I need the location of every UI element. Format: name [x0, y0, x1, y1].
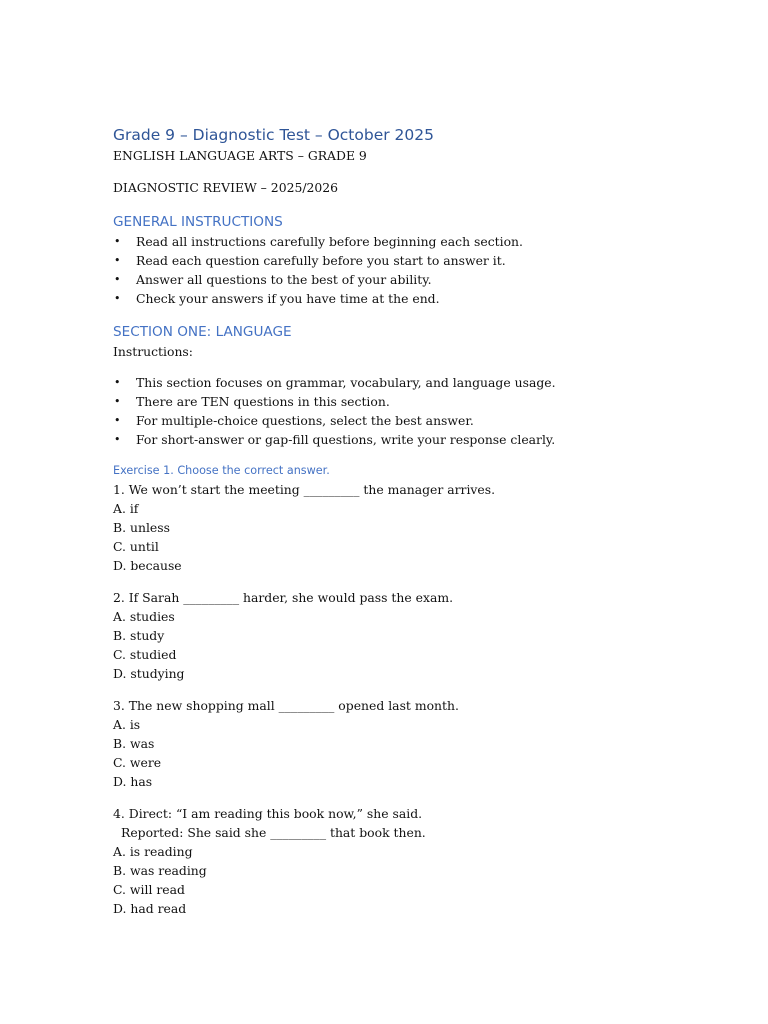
bullet-icon: •: [114, 254, 121, 267]
answer-option: D. because: [113, 558, 182, 573]
answer-option: D. had read: [113, 901, 187, 916]
list-item: • Read each question carefully before you start to answer it.: [114, 253, 506, 268]
answer-option: B. was reading: [113, 863, 207, 878]
document-page: [113, 124, 713, 918]
document-subtitle-review: DIAGNOSTIC REVIEW – 2025/2026: [113, 180, 339, 195]
answer-option: A. is reading: [113, 844, 193, 859]
answer-option: B. study: [113, 628, 165, 643]
list-item: • Check your answers if you have time at the end.: [114, 291, 440, 306]
section-one-instructions-list: [113, 373, 713, 449]
question-stem: 4. Direct: “I am reading this book now,” she said.: [113, 806, 423, 821]
question-stem: 1. We won’t start the meeting _________ the manager arrives.: [113, 482, 496, 497]
section-one-heading: SECTION ONE: LANGUAGE: [113, 324, 292, 340]
list-item: • For short-answer or gap-fill questions, write your response clearly.: [114, 432, 556, 447]
bullet-icon: •: [114, 292, 121, 305]
answer-option: A. if: [113, 501, 139, 516]
list-item: • Answer all questions to the best of your ability.: [114, 272, 432, 287]
document-title: Grade 9 – Diagnostic Test – October 2025: [113, 126, 434, 144]
question-stem-reported: Reported: She said she _________ that book then.: [121, 825, 426, 840]
exercise-1-heading: Exercise 1. Choose the correct answer.: [113, 464, 330, 477]
section-one-instructions-label: Instructions:: [113, 344, 193, 359]
answer-option: D. has: [113, 774, 153, 789]
bullet-icon: •: [114, 273, 121, 286]
bullet-icon: •: [114, 395, 121, 408]
answer-option: C. were: [113, 755, 162, 770]
list-item: • For multiple-choice questions, select the best answer.: [114, 413, 474, 428]
bullet-icon: •: [114, 376, 121, 389]
bullet-icon: •: [114, 235, 121, 248]
bullet-icon: •: [114, 433, 121, 446]
answer-option: C. studied: [113, 647, 177, 662]
answer-option: C. will read: [113, 882, 185, 897]
question-1: [113, 480, 713, 575]
answer-option: B. was: [113, 736, 155, 751]
list-item: • Read all instructions carefully before beginning each section.: [114, 234, 523, 249]
bullet-icon: •: [114, 414, 121, 427]
answer-option: D. studying: [113, 666, 185, 681]
answer-option: A. is: [113, 717, 141, 732]
list-item: • There are TEN questions in this section.: [114, 394, 390, 409]
answer-option: B. unless: [113, 520, 170, 535]
question-3: [113, 696, 713, 791]
question-stem: 2. If Sarah _________ harder, she would pass the exam.: [113, 590, 454, 605]
question-4: [113, 804, 713, 918]
list-item: • This section focuses on grammar, vocabulary, and language usage.: [114, 375, 556, 390]
general-instructions-heading: GENERAL INSTRUCTIONS: [113, 214, 283, 230]
answer-option: A. studies: [113, 609, 175, 624]
general-instructions-list: [113, 232, 713, 308]
question-2: [113, 588, 713, 683]
document-subtitle-subject: ENGLISH LANGUAGE ARTS – GRADE 9: [113, 148, 367, 163]
answer-option: C. until: [113, 539, 159, 554]
question-stem: 3. The new shopping mall _________ opened last month.: [113, 698, 459, 713]
